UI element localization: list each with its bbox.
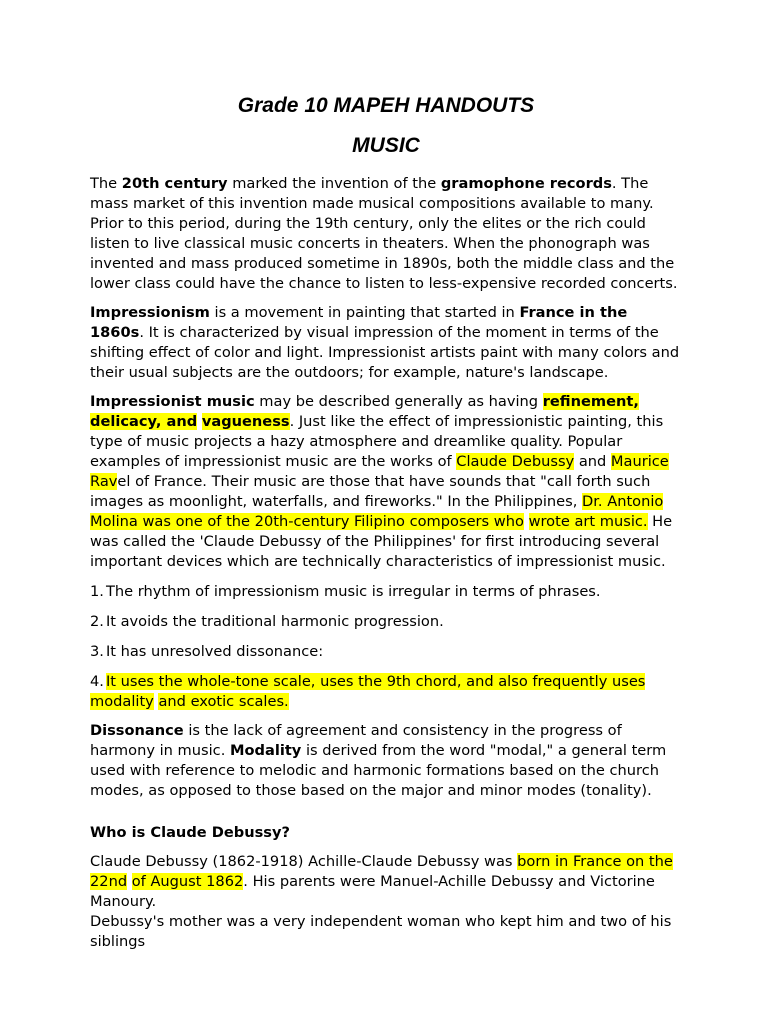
paragraph-debussy-mother: Debussy's mother was a very independent woman who kept him and two of his siblings bbox=[90, 913, 672, 950]
paragraph-20th-century bbox=[90, 174, 682, 294]
bold-text: Modality bbox=[229, 742, 302, 759]
paragraph-impressionist-music bbox=[90, 392, 682, 572]
text-run: Claude Debussy (1862-1918) Achille-Claude Debussy was bbox=[90, 853, 518, 870]
text-run bbox=[524, 513, 529, 530]
highlighted-text: Claude Debussy bbox=[456, 453, 575, 470]
highlighted-text: Maurice Rav bbox=[90, 453, 669, 490]
bold-text: Impressionist music bbox=[90, 393, 255, 410]
list-text: The rhythm of impressionism music is irregular in terms of phrases. bbox=[105, 583, 601, 600]
text-run: He was called the 'Claude Debussy of the Philippines' for first introducing several important devices which are technically characteristics of impressionist music. bbox=[90, 513, 673, 570]
bold-text: 20th century bbox=[121, 175, 228, 192]
highlighted-text: and exotic scales. bbox=[158, 693, 289, 710]
text-run: marked the invention of the bbox=[227, 175, 441, 192]
text-run: . The mass market of this invention made musical compositions available to many. Prior to this period, during the 19th century, only the elites or the rich could listen to live classical music concerts in theaters. When the phonograph was invented and mass produced sometime in 1890s, both the middle class and the lower class could have the chance to listen to less-expensive recorded concerts. bbox=[90, 175, 678, 292]
text-run: and bbox=[574, 453, 611, 470]
list-item bbox=[90, 582, 682, 602]
text-run: . Just like the effect of impressionistic painting, this type of music projects a hazy atmosphere and dreamlike quality. Popular examples of impressionist music are the works of bbox=[90, 413, 664, 470]
bold-text: Impressionism bbox=[90, 304, 210, 321]
list-text: It has unresolved dissonance: bbox=[105, 643, 324, 660]
text-run: may be described generally as having bbox=[254, 393, 543, 410]
list-number: 1. bbox=[90, 583, 104, 600]
highlighted-text: It uses the whole-tone scale, uses the 9th chord, and also frequently uses modality bbox=[90, 673, 646, 710]
text-run: el of France. Their music are those that have sounds that "call forth such images as moonlight, waterfalls, and fireworks." In the Philippines, bbox=[90, 473, 651, 510]
list-item bbox=[90, 612, 682, 632]
text-run: is derived from the word "modal," a general term used with reference to melodic and harmonic formations based on the church modes, as opposed to those based on the major and minor modes (tonality). bbox=[90, 742, 667, 799]
document-title: Grade 10 MAPEH HANDOUTS bbox=[237, 94, 535, 117]
highlighted-text: refinement, delicacy, and bbox=[90, 393, 639, 430]
paragraph-dissonance bbox=[90, 721, 682, 801]
text-run: is the lack of agreement and consistency in the progress of harmony in music. bbox=[90, 722, 622, 759]
paragraph-impressionism bbox=[90, 303, 682, 383]
list-number: 4. bbox=[90, 673, 104, 690]
highlighted-text: of August 1862 bbox=[131, 873, 244, 890]
text-run: . His parents were Manuel-Achille Debussy and Victorine Manoury. bbox=[90, 873, 655, 910]
list-number: 2. bbox=[90, 613, 104, 630]
list-number: 3. bbox=[90, 643, 104, 660]
highlighted-text: vagueness bbox=[201, 413, 290, 430]
paragraph-debussy-birth bbox=[90, 852, 682, 912]
highlighted-text: born in France on the 22nd bbox=[90, 853, 673, 890]
list-item bbox=[90, 672, 682, 712]
highlighted-text: wrote art music. bbox=[528, 513, 648, 530]
highlighted-text: Dr. Antonio Molina was one of the 20th-century Filipino composers who bbox=[90, 493, 664, 530]
document-page bbox=[90, 90, 682, 952]
bold-text: Dissonance bbox=[90, 722, 184, 739]
bold-text: France in the 1860s bbox=[90, 304, 628, 341]
list-item bbox=[90, 642, 682, 662]
text-run: The bbox=[90, 175, 122, 192]
document-subtitle: MUSIC bbox=[352, 134, 420, 157]
list-text: It avoids the traditional harmonic progression. bbox=[105, 613, 444, 630]
text-run: is a movement in painting that started in bbox=[209, 304, 520, 321]
bold-text: gramophone records bbox=[440, 175, 612, 192]
text-run: . It is characterized by visual impression of the moment in terms of the shifting effect of color and light. Impressionist artists paint with many colors and their usual subjects are the outdoors; for example, nature's landscape. bbox=[90, 324, 680, 381]
section-heading: Who is Claude Debussy? bbox=[90, 824, 290, 841]
